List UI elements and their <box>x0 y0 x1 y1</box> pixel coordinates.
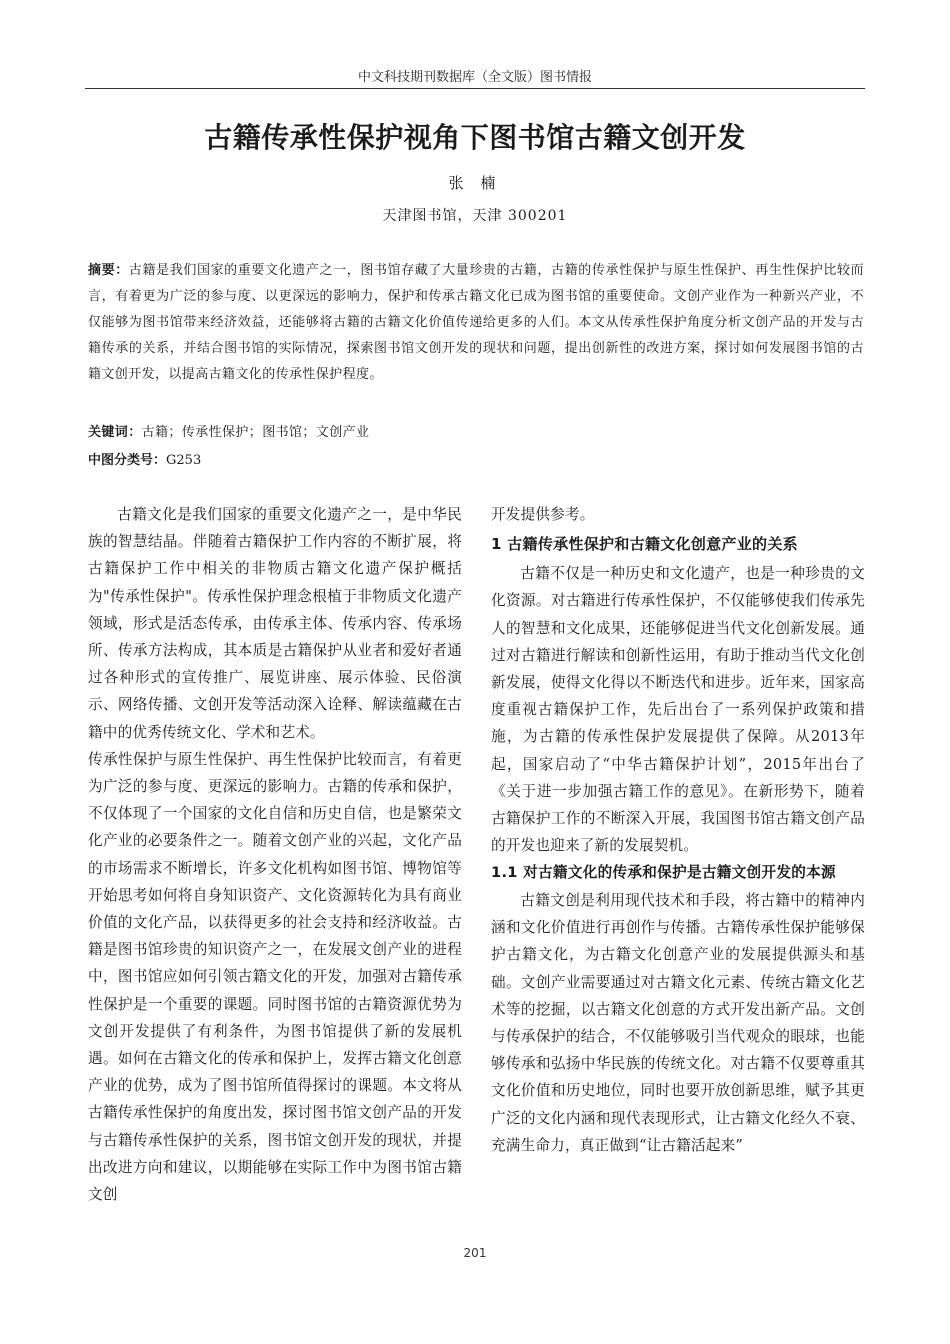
article-title: 古籍传承性保护视角下图书馆古籍文创开发 <box>204 121 746 154</box>
body-paragraph: 古籍文创是利用现代技术和手段，将古籍中的精神内涵和文化价值进行再创作与传播。古籍传承性保护能够保护古籍文化，为古籍文化创意产业的发展提供源头和基础。文创产业需要通过对古籍文化元素、传统古籍文化艺术等的挖掘，以古籍文化创意的方式开发出新产品。文创与传承保护的结合，不仅能够吸引当代观众的眼球，也能够传承和弘扬中华民族的传统文化。对古籍不仅要尊重其文化价值和历史地位，同时也要开放创新思维，赋予其更广泛的文化内涵和现代表现形式，让古籍文化经久不衰、充满生命力，真正做到“让古籍活起来” <box>491 891 865 1154</box>
page-number: 201 <box>463 1246 487 1260</box>
keywords-label: 关键词： <box>88 425 142 440</box>
body-paragraph: 开发提供参考。 <box>491 506 595 523</box>
body-column-right <box>491 501 865 1159</box>
classification-label: 中图分类号： <box>88 453 167 468</box>
author-name: 张 楠 <box>448 174 502 192</box>
section-heading: 1 古籍传承性保护和古籍文化创意产业的关系 <box>491 535 798 554</box>
journal-header: 中文科技期刊数据库（全文版）图书情报 <box>357 70 592 85</box>
abstract-block <box>88 258 864 388</box>
abstract-label: 摘要： <box>88 263 129 278</box>
body-paragraph: 传承性保护与原生性保护、再生性保护比较而言，有着更为广泛的参与度、更深远的影响力。古籍的传承和保护，不仅体现了一个国家的文化自信和历史自信，也是繁荣文化产业的必要条件之一。随着文创产业的兴起，文化产品的市场需求不断增长，许多文化机构如图书馆、博物馆等开始思考如何将自身知识资产、文化资源转化为具有商业价值的文化产品，以获得更多的社会支持和经济收益。古籍是图书馆珍贵的知识资产之一，在发展文创产业的进程中，图书馆应如何引领古籍文化的开发，加强对古籍传承性保护是一个重要的课题。同时图书馆的古籍资源优势为文创开发提供了有利条件，为图书馆提供了新的发展机遇。如何在古籍文化的传承和保护上，发挥古籍文化创意产业的优势，成为了图书馆所值得探讨的课题。本文将从古籍传承性保护的角度出发，探讨图书馆文创产品的开发与古籍传承性保护的关系，图书馆文创开发的现状，并提出改进方向和建议，以期能够在实际工作中为图书馆古籍文创 <box>88 750 462 1204</box>
body-paragraph: 古籍文化是我们国家的重要文化遗产之一，是中华民族的智慧结晶。伴随着古籍保护工作内容的不断扩展，将古籍保护工作中相关的非物质古籍文化遗产保护概括为"传承性保护"。传承性保护理念根植于非物质文化遗产领域，形式是活态传承，由传承主体、传承内容、传承场所、传承方法构成，其本质是古籍保护从业者和爱好者通过各种形式的宣传推广、展览讲座、展示体验、民俗演示、网络传播、文创开发等活动深入诠释、解读蕴藏在古籍中的优秀传统文化、学术和艺术。 <box>88 506 462 741</box>
abstract-text: 古籍是我们国家的重要文化遗产之一，图书馆存藏了大量珍贵的古籍，古籍的传承性保护与原生性保护、再生性保护比较而言，有着更为广泛的参与度、以更深远的影响力，保护和传承古籍文化已成为图书馆的重要使命。文创产业作为一种新兴产业，不仅能够为图书馆带来经济效益，还能够将古籍的古籍文化价值传递给更多的人们。本文从传承性保护角度分析文创产品的开发与古籍传承的关系，并结合图书馆的实际情况，探索图书馆文创开发的现状和问题，提出创新性的改进方案，探讨如何发展图书馆的古籍文创开发，以提高古籍文化的传承性保护程度。 <box>88 263 864 382</box>
body-paragraph: 古籍不仅是一种历史和文化遗产，也是一种珍贵的文化资源。对古籍进行传承性保护，不仅能够使我们传承先人的智慧和文化成果，还能够促进当代文化创新发展。通过对古籍进行解读和创新性运用，有助于推动当代文化创新发展，使得文化得以不断迭代和进步。近年来，国家高度重视古籍保护工作，先后出台了一系列保护政策和措施，为古籍的传承性保护发展提供了保障。从2013年起，国家启动了“中华古籍保护计划”，2015年出台了《关于进一步加强古籍工作的意见》。在新形势下，随着古籍保护工作的不断深入开展，我国图书馆古籍文创产品的开发也迎来了新的发展契机。 <box>491 565 865 855</box>
author-affiliation: 天津图书馆，天津 300201 <box>382 208 568 224</box>
keywords-text: 古籍；传承性保护；图书馆；文创产业 <box>141 425 370 440</box>
subsection-heading: 1.1 对古籍文化的传承和保护是古籍文创开发的本源 <box>491 864 836 882</box>
header-divider <box>85 88 865 89</box>
classification-code: G253 <box>166 453 202 468</box>
keywords-line <box>88 422 864 444</box>
classification-line <box>88 450 864 472</box>
body-column-left <box>88 501 462 1208</box>
